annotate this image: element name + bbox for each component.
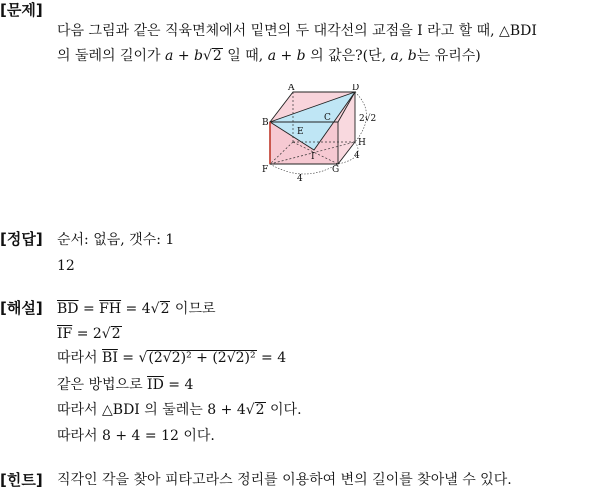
- problem-expr: a + b: [165, 48, 203, 64]
- edge-label-width: 4: [297, 174, 303, 184]
- dimension-arc-width: [270, 164, 338, 174]
- answer-line-1: 순서: 없음, 갯수: 1: [57, 232, 175, 248]
- explanation-text: 따라서: [57, 350, 103, 366]
- explanation-line-1: $\overline{BD} = \overline{FH} = 4√2$ 이므로: [57, 301, 216, 317]
- explanation-line-3: 따라서 $\overline{BI} = √(2√2)^2 + (2√2)^2 = 4$: [57, 350, 287, 366]
- explanation-text: = 2: [72, 326, 102, 342]
- explanation-text: =: [78, 301, 100, 317]
- hint-label: [힌트]: [0, 471, 43, 489]
- problem-text: 는 유리수): [416, 48, 481, 64]
- explanation-label: [해설]: [0, 299, 43, 317]
- explanation-sqrt: (2√2)² + (2√2)²: [148, 350, 256, 366]
- problem-label: [문제]: [0, 1, 43, 19]
- answer-value: 12: [57, 258, 75, 274]
- edge-label-height: 2√2: [359, 114, 377, 124]
- vertex-label-a: A: [288, 84, 295, 93]
- problem-expr: a + b: [267, 48, 306, 64]
- explanation-text: =: [117, 350, 139, 366]
- explanation-line-6: 따라서 8 + 4 = 12 이다.: [57, 428, 215, 444]
- cuboid-figure: [254, 84, 382, 184]
- problem-vars: a, b: [390, 48, 417, 64]
- explanation-text: = 4: [121, 301, 151, 317]
- explanation-line-4: [57, 375, 193, 395]
- segment-bd: $\overline{BD}$: [57, 301, 79, 317]
- explanation-sqrt: 2: [255, 402, 265, 418]
- problem-line-2: 의 둘레의 길이가 a + b√2 일 때, a + b 의 값은?(단, a, b는 유리수): [57, 48, 481, 64]
- explanation-sqrt: 2: [111, 326, 121, 342]
- vertex-label-f: F: [262, 165, 269, 175]
- answer-label: [정답]: [0, 230, 43, 248]
- explanation-text: 이므로: [170, 301, 216, 317]
- vertex-label-b: B: [262, 118, 269, 128]
- explanation-line-5: 따라서 △BDI 의 둘레는 8 + 4√2 이다.: [57, 402, 302, 418]
- segment-if: $\overline{IF}$: [57, 326, 73, 342]
- edge-label-depth: 4: [354, 151, 360, 161]
- vertex-label-e: E: [297, 127, 304, 137]
- explanation-text: 같은 방법으로: [57, 377, 148, 393]
- vertex-label-h: H: [358, 138, 366, 148]
- explanation-line-2: $\overline{IF} = 2√2$: [57, 326, 121, 342]
- segment-bi: $\overline{BI}$: [102, 350, 118, 366]
- problem-line-1: 다음 그림과 같은 직육면체에서 밑면의 두 대각선의 교점을 I 라고 할 때, △BDI: [57, 23, 537, 39]
- vertex-label-d: D: [352, 84, 360, 93]
- problem-text: 의 둘레의 길이가: [57, 48, 166, 64]
- segment-id: $\overline{ID}$: [147, 377, 164, 393]
- segment-fh: $\overline{FH}$: [99, 301, 122, 317]
- vertex-label-g: G: [332, 165, 340, 175]
- problem-text: 의 값은?(단,: [305, 48, 391, 64]
- hint-text: 직각인 각을 찾아 피타고라스 정리를 이용하여 변의 길이를 찾아낼 수 있다.: [57, 472, 512, 488]
- vertex-label-c: C: [324, 113, 331, 123]
- problem-text: 일 때,: [222, 48, 268, 64]
- explanation-text: = 4: [163, 377, 194, 393]
- vertex-label-i: I: [311, 152, 315, 162]
- explanation-text: 이다.: [265, 402, 302, 418]
- problem-sqrt: 2: [212, 48, 222, 64]
- explanation-text: = 4: [256, 350, 287, 366]
- explanation-text: 따라서 △BDI 의 둘레는 8 + 4: [57, 402, 246, 418]
- explanation-sqrt: 2: [160, 301, 170, 317]
